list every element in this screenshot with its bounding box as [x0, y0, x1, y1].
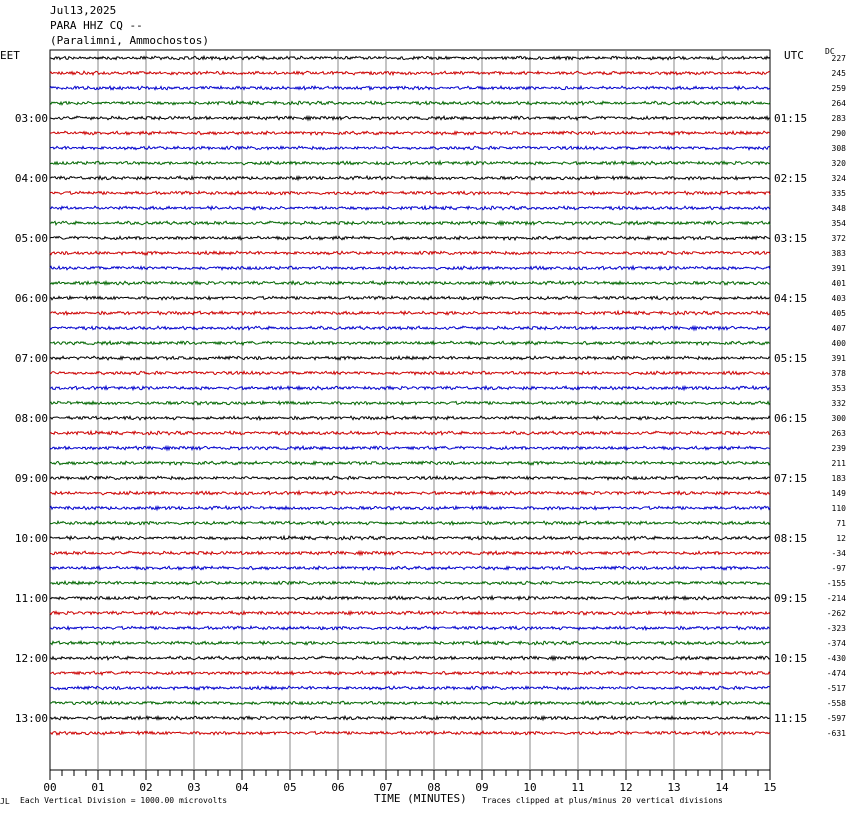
- left-hour-label: 03:00: [14, 112, 48, 125]
- left-hour-label: 08:00: [14, 412, 48, 425]
- trace-line: [50, 311, 770, 315]
- dc-offset-label: 149: [831, 489, 846, 498]
- trace-line: [50, 446, 770, 450]
- right-hour-label: 01:15: [774, 112, 808, 125]
- dc-offset-label: 110: [831, 504, 846, 513]
- chart-date: Jul13,2025: [50, 4, 117, 17]
- left-timezone-label: EET: [0, 49, 20, 62]
- right-hour-label: 05:15: [774, 352, 808, 365]
- dc-offset-label: -558: [826, 699, 846, 708]
- dc-offset-label: 259: [831, 84, 846, 93]
- dc-offset-label: 353: [831, 384, 846, 393]
- trace-line: [50, 296, 770, 300]
- dc-offset-label: -474: [826, 669, 846, 678]
- trace-line: [50, 401, 770, 405]
- trace-line: [50, 581, 770, 585]
- left-hour-label: 05:00: [14, 232, 48, 245]
- trace-line: [50, 611, 770, 615]
- dc-offset-label: -34: [831, 549, 846, 558]
- trace-line: [50, 191, 770, 195]
- trace-line: [50, 671, 770, 675]
- trace-line: [50, 656, 770, 660]
- trace-line: [50, 521, 770, 525]
- dc-offset-label: 403: [831, 294, 846, 303]
- dc-offset-label: 335: [831, 189, 846, 198]
- trace-line: [50, 566, 770, 570]
- dc-offset-label: 391: [831, 354, 846, 363]
- dc-offset-label: 378: [831, 369, 846, 378]
- dc-offset-label: 383: [831, 249, 846, 258]
- left-hour-label: 10:00: [14, 532, 48, 545]
- x-tick-label: 15: [763, 781, 777, 794]
- x-tick-label: 11: [571, 781, 585, 794]
- trace-line: [50, 266, 770, 270]
- trace-line: [50, 371, 770, 375]
- x-tick-label: 10: [523, 781, 537, 794]
- right-hour-label: 02:15: [774, 172, 808, 185]
- trace-line: [50, 386, 770, 390]
- dc-offset-label: 283: [831, 114, 846, 123]
- dc-offset-label: 290: [831, 129, 846, 138]
- dc-offset-label: 183: [831, 474, 846, 483]
- trace-line: [50, 551, 770, 555]
- trace-line: [50, 56, 770, 60]
- trace-line: [50, 236, 770, 240]
- dc-offset-label: -323: [826, 624, 846, 633]
- scale-note: Each Vertical Division = 1000.00 microvolts: [20, 796, 228, 805]
- dc-offset-label: 264: [831, 99, 846, 108]
- trace-line: [50, 116, 770, 120]
- left-hour-label: 04:00: [14, 172, 48, 185]
- trace-line: [50, 416, 770, 420]
- trace-line: [50, 596, 770, 600]
- dc-offset-label: 12: [836, 534, 846, 543]
- x-tick-label: 12: [619, 781, 633, 794]
- plot-frame: [50, 50, 770, 770]
- station-code: PARA HHZ CQ --: [50, 19, 143, 32]
- dc-offset-label: 324: [831, 174, 846, 183]
- dc-offset-label: -430: [826, 654, 846, 663]
- trace-line: [50, 281, 770, 285]
- dc-offset-label: 405: [831, 309, 846, 318]
- x-tick-label: 14: [715, 781, 729, 794]
- dc-offset-label: 401: [831, 279, 846, 288]
- right-timezone-label: UTC: [784, 49, 804, 62]
- x-axis-title: TIME (MINUTES): [374, 792, 467, 805]
- dc-offset-label: 263: [831, 429, 846, 438]
- trace-line: [50, 221, 770, 225]
- x-tick-label: 00: [43, 781, 57, 794]
- trace-line: [50, 626, 770, 630]
- trace-line: [50, 341, 770, 345]
- right-hour-label: 11:15: [774, 712, 808, 725]
- trace-line: [50, 686, 770, 690]
- dc-offset-label: -631: [826, 729, 846, 738]
- trace-line: [50, 716, 770, 720]
- dc-offset-label: 227: [831, 54, 846, 63]
- dc-offset-label: 300: [831, 414, 846, 423]
- x-tick-label: 04: [235, 781, 249, 794]
- dc-offset-label: 400: [831, 339, 846, 348]
- x-tick-label: 09: [475, 781, 489, 794]
- dc-offset-label: 308: [831, 144, 846, 153]
- x-tick-label: 08: [427, 781, 441, 794]
- trace-line: [50, 326, 770, 330]
- x-tick-label: 13: [667, 781, 681, 794]
- dc-column-label: DC: [825, 47, 835, 56]
- dc-offset-label: 332: [831, 399, 846, 408]
- dc-offset-label: -214: [826, 594, 846, 603]
- dc-offset-label: 211: [831, 459, 846, 468]
- dc-offset-label: 71: [836, 519, 846, 528]
- dc-offset-label: 407: [831, 324, 846, 333]
- trace-line: [50, 536, 770, 540]
- trace-line: [50, 161, 770, 165]
- corner-mark: JL: [0, 797, 10, 806]
- x-tick-label: 03: [187, 781, 201, 794]
- dc-offset-label: 391: [831, 264, 846, 273]
- dc-offset-label: -97: [831, 564, 846, 573]
- trace-line: [50, 431, 770, 435]
- left-hour-label: 11:00: [14, 592, 48, 605]
- dc-offset-label: 348: [831, 204, 846, 213]
- trace-line: [50, 131, 770, 135]
- left-hour-label: 07:00: [14, 352, 48, 365]
- clip-note: Traces clipped at plus/minus 20 vertical divisions: [482, 796, 723, 805]
- dc-offset-label: 372: [831, 234, 846, 243]
- trace-line: [50, 101, 770, 105]
- dc-offset-label: 354: [831, 219, 846, 228]
- trace-line: [50, 71, 770, 75]
- trace-line: [50, 86, 770, 90]
- left-hour-label: 09:00: [14, 472, 48, 485]
- trace-line: [50, 701, 770, 705]
- trace-line: [50, 476, 770, 480]
- dc-offset-label: -597: [826, 714, 846, 723]
- right-hour-label: 08:15: [774, 532, 808, 545]
- left-hour-label: 13:00: [14, 712, 48, 725]
- x-tick-label: 07: [379, 781, 393, 794]
- trace-line: [50, 251, 770, 255]
- trace-line: [50, 461, 770, 465]
- dc-offset-label: -517: [826, 684, 846, 693]
- dc-offset-label: -155: [826, 579, 846, 588]
- trace-line: [50, 176, 770, 180]
- station-location: (Paralimni, Ammochostos): [50, 34, 209, 47]
- dc-offset-label: -262: [826, 609, 846, 618]
- dc-offset-label: 245: [831, 69, 846, 78]
- dc-offset-label: 239: [831, 444, 846, 453]
- dc-offset-label: 320: [831, 159, 846, 168]
- x-tick-label: 01: [91, 781, 105, 794]
- left-hour-label: 12:00: [14, 652, 48, 665]
- right-hour-label: 09:15: [774, 592, 808, 605]
- right-hour-label: 10:15: [774, 652, 808, 665]
- left-hour-label: 06:00: [14, 292, 48, 305]
- x-tick-label: 02: [139, 781, 153, 794]
- trace-line: [50, 641, 770, 645]
- trace-line: [50, 731, 770, 735]
- trace-line: [50, 491, 770, 495]
- x-tick-label: 05: [283, 781, 297, 794]
- trace-line: [50, 146, 770, 149]
- trace-line: [50, 206, 770, 210]
- trace-line: [50, 356, 770, 360]
- dc-offset-label: -374: [826, 639, 846, 648]
- trace-line: [50, 506, 770, 510]
- right-hour-label: 06:15: [774, 412, 808, 425]
- right-hour-label: 04:15: [774, 292, 808, 305]
- right-hour-label: 07:15: [774, 472, 808, 485]
- right-hour-label: 03:15: [774, 232, 808, 245]
- x-tick-label: 06: [331, 781, 345, 794]
